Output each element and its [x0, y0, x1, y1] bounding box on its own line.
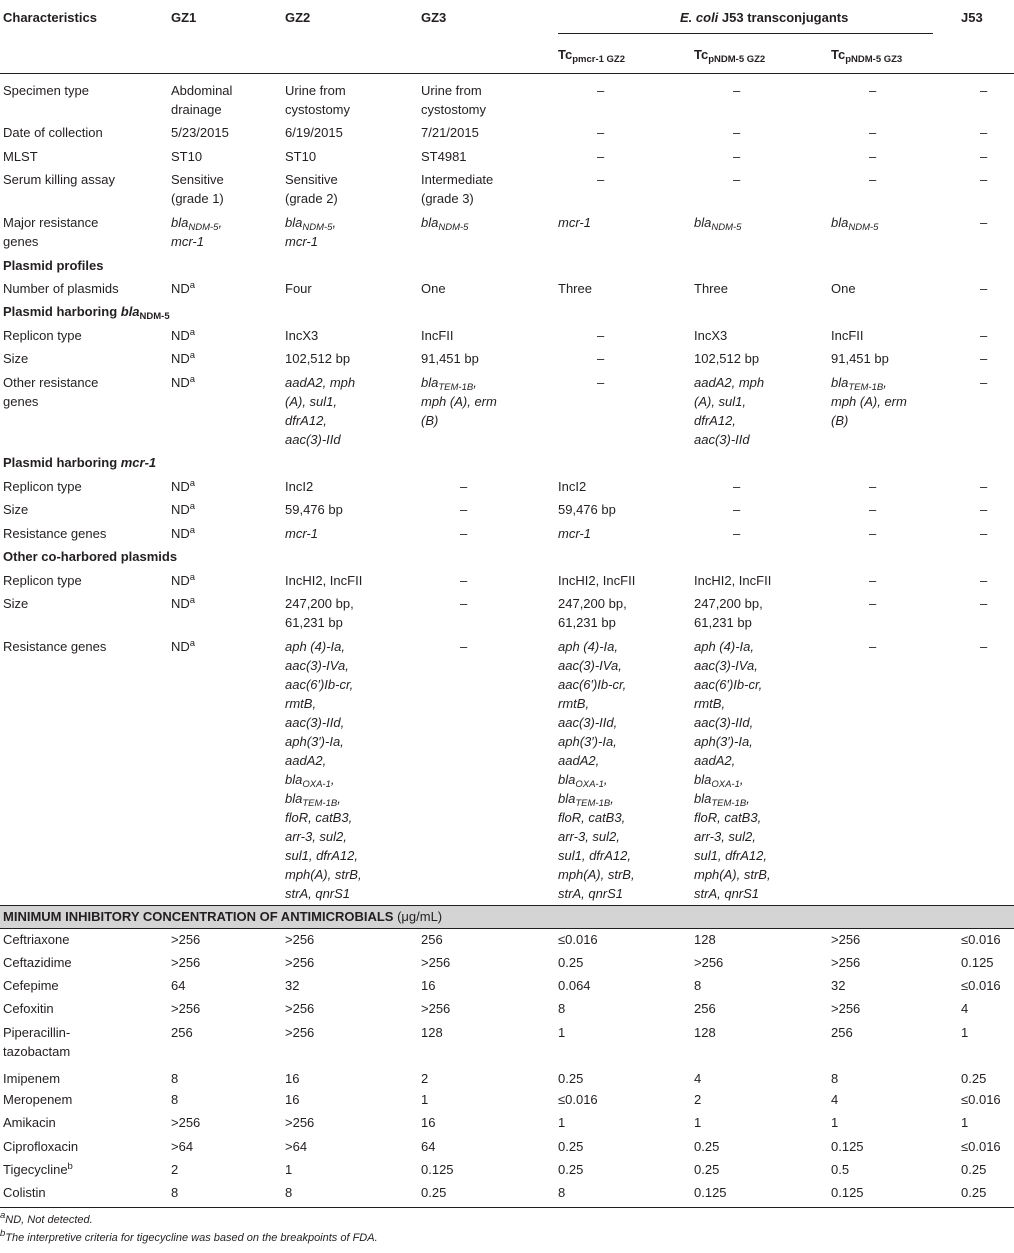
- gene-cell: bla$_{NDM-5}$,: [171, 215, 223, 233]
- dash: –: [869, 125, 877, 140]
- mic-value: 0.125: [831, 1185, 864, 1200]
- gene-list-line: bla$_{TEM-1B}$,: [558, 791, 614, 809]
- dash: –: [869, 172, 877, 187]
- mic-value: 8: [558, 1185, 566, 1200]
- mic-value: 32: [285, 978, 300, 993]
- header-tc1: $Tc_{pmcr-1 GZ2}$: [558, 47, 626, 65]
- gene-list: [558, 637, 635, 903]
- gene-cell: (A), sul1,: [694, 394, 747, 409]
- cell: IncX3: [694, 328, 728, 343]
- header-group-label: J53 transconjugants: [718, 10, 849, 25]
- dash: –: [980, 351, 988, 366]
- dash: –: [597, 125, 605, 140]
- mic-drug-name: Colistin: [3, 1185, 46, 1200]
- gene-list-line: sul1, dfrA12,: [558, 848, 631, 863]
- mic-value: 32: [831, 978, 846, 993]
- cell: 61,231 bp: [558, 615, 616, 630]
- cell: (grade 1): [171, 191, 224, 206]
- header-characteristics: Characteristics: [3, 10, 97, 25]
- cell: cystostomy: [421, 102, 487, 117]
- mic-value: ≤0.016: [961, 1139, 1001, 1154]
- mic-value: 0.25: [961, 1162, 987, 1177]
- gene-list-line: strA, qnrS1: [285, 886, 351, 901]
- dash: –: [597, 328, 605, 343]
- gene-cell: mcr-1: [558, 526, 591, 541]
- dash: –: [980, 526, 988, 541]
- nd-cell: $ND^a$: [171, 638, 196, 654]
- mic-value: >256: [285, 1025, 315, 1040]
- dash: –: [733, 502, 741, 517]
- row-label: genes: [3, 394, 39, 409]
- mic-value: 2: [421, 1071, 429, 1086]
- gene-list-line: aadA2,: [285, 753, 327, 768]
- gene-list-line: mph(A), strB,: [285, 867, 362, 882]
- mic-value: 16: [285, 1071, 300, 1086]
- row-label: Replicon type: [3, 328, 82, 343]
- gene-list-line: bla$_{TEM-1B}$,: [694, 791, 750, 809]
- gene-cell: bla$_{NDM-5}$: [421, 215, 469, 233]
- gene-list-line: strA, qnrS1: [558, 886, 624, 901]
- row-label: Major resistance: [3, 215, 99, 230]
- mic-value: >256: [171, 1115, 201, 1130]
- dash: –: [980, 479, 988, 494]
- gene-list-line: bla$_{OXA-1}$,: [285, 772, 335, 790]
- dash: –: [597, 375, 605, 390]
- cell: 91,451 bp: [421, 351, 479, 366]
- cell: drainage: [171, 102, 222, 117]
- mic-value: 0.25: [961, 1185, 987, 1200]
- mic-value: 8: [558, 1001, 566, 1016]
- cell: Abdominal: [171, 83, 233, 98]
- mic-value: 16: [421, 978, 436, 993]
- mic-value: 1: [558, 1115, 566, 1130]
- cell: IncHI2, IncFII: [694, 573, 772, 588]
- dash: –: [597, 149, 605, 164]
- dash: –: [869, 149, 877, 164]
- mic-value: 16: [421, 1115, 436, 1130]
- mic-value: >256: [831, 955, 861, 970]
- mic-value: 2: [171, 1162, 179, 1177]
- cell: Three: [694, 281, 728, 296]
- nd-cell: $ND^a$: [171, 327, 196, 343]
- mic-value: 8: [171, 1092, 179, 1107]
- mic-value: 8: [171, 1071, 179, 1086]
- mic-value: >256: [285, 932, 315, 947]
- cell: 6/19/2015: [285, 125, 343, 140]
- mic-drug-name: Cefepime: [3, 978, 59, 993]
- mic-drug-name: Piperacillin-: [3, 1025, 71, 1040]
- cell: 5/23/2015: [171, 125, 229, 140]
- gene-list-line: aac(6′)Ib-cr,: [285, 677, 354, 692]
- dash: –: [980, 639, 988, 654]
- dash: –: [980, 281, 988, 296]
- dash: –: [460, 639, 468, 654]
- section-mcr-plasmid: Plasmid harboring mcr-1: [3, 455, 157, 470]
- gene-list-line: arr-3, sul2,: [558, 829, 620, 844]
- cell: One: [421, 281, 446, 296]
- gene-cell: mcr-1: [285, 234, 318, 249]
- mic-value: 128: [694, 1025, 716, 1040]
- mic-value: 1: [694, 1115, 702, 1130]
- dash: –: [869, 479, 877, 494]
- gene-cell: bla$_{NDM-5}$: [694, 215, 742, 233]
- dash: –: [733, 83, 741, 98]
- mic-value: 0.25: [961, 1071, 987, 1086]
- mic-value: >256: [285, 1001, 315, 1016]
- dash: –: [980, 596, 988, 611]
- gene-list-line: rmtB,: [285, 696, 317, 711]
- row-label: Resistance genes: [3, 639, 107, 654]
- cell: 61,231 bp: [694, 615, 752, 630]
- gene-list-line: strA, qnrS1: [694, 886, 760, 901]
- mic-drug-name: Ceftazidime: [3, 955, 72, 970]
- row-label: Other resistance: [3, 375, 99, 390]
- header-j53: J53: [961, 10, 983, 25]
- gene-list-line: aac(3)-IId,: [694, 715, 754, 730]
- mic-value: 0.25: [558, 1071, 584, 1086]
- dash: –: [733, 125, 741, 140]
- mic-value: 128: [694, 932, 716, 947]
- dash: –: [733, 479, 741, 494]
- mic-value: 64: [171, 978, 186, 993]
- mic-value: 1: [421, 1092, 429, 1107]
- gene-list-line: floR, catB3,: [558, 810, 626, 825]
- mic-value: >256: [171, 955, 201, 970]
- section-other-plasmids: Other co-harbored plasmids: [3, 549, 178, 564]
- cell: cystostomy: [285, 102, 351, 117]
- gene-cell: dfrA12,: [285, 413, 327, 428]
- nd-cell: $ND^a$: [171, 501, 196, 517]
- header-gz2: GZ2: [285, 10, 311, 25]
- mic-value: 0.25: [421, 1185, 447, 1200]
- dash: –: [597, 172, 605, 187]
- mic-value: 2: [694, 1092, 702, 1107]
- gene-cell: (B): [831, 413, 849, 428]
- dash: –: [460, 573, 468, 588]
- cell: IncHI2, IncFII: [558, 573, 636, 588]
- gene-list-line: floR, catB3,: [694, 810, 762, 825]
- cell: (grade 3): [421, 191, 474, 206]
- cell: 247,200 bp,: [694, 596, 763, 611]
- gene-list-line: bla$_{TEM-1B}$,: [285, 791, 341, 809]
- cell: Sensitive: [171, 172, 224, 187]
- mic-value: 16: [285, 1092, 300, 1107]
- header-species: E. coli: [680, 10, 719, 25]
- gene-list-line: aac(3)-IVa,: [694, 658, 758, 673]
- gene-cell: bla$_{TEM-1B}$,: [831, 375, 887, 393]
- cell: ST10: [171, 149, 203, 164]
- mic-drug-name: Amikacin: [3, 1115, 56, 1130]
- mic-value: >256: [831, 932, 861, 947]
- mic-value: 0.125: [831, 1139, 864, 1154]
- cell: Three: [558, 281, 592, 296]
- mic-value: 0.25: [558, 955, 584, 970]
- mic-value: ≤0.016: [558, 1092, 598, 1107]
- row-label: Size: [3, 596, 29, 611]
- nd-cell: $ND^a$: [171, 280, 196, 296]
- gene-cell: aac(3)-IId: [285, 432, 341, 447]
- gene-cell: mcr-1: [171, 234, 204, 249]
- cell: 7/21/2015: [421, 125, 479, 140]
- gene-list-line: aph (4)-Ia,: [558, 639, 618, 654]
- gene-cell: bla$_{NDM-5}$,: [285, 215, 337, 233]
- nd-cell: $ND^a$: [171, 478, 196, 494]
- mic-value: 0.125: [421, 1162, 454, 1177]
- cell: ST4981: [421, 149, 467, 164]
- mic-value: 4: [961, 1001, 969, 1016]
- cell: 247,200 bp,: [285, 596, 354, 611]
- row-label: Size: [3, 351, 29, 366]
- gene-list-line: aadA2,: [558, 753, 600, 768]
- row-label: Replicon type: [3, 479, 82, 494]
- header-rule: [0, 73, 1014, 74]
- cell: 102,512 bp: [694, 351, 760, 366]
- mic-drug-name: Imipenem: [3, 1071, 61, 1086]
- mic-value: >256: [285, 955, 315, 970]
- dash: –: [460, 526, 468, 541]
- dash: –: [869, 573, 877, 588]
- gene-list-line: floR, catB3,: [285, 810, 353, 825]
- dash: –: [869, 83, 877, 98]
- gene-list-line: aph (4)-Ia,: [285, 639, 345, 654]
- gene-list-line: aac(3)-IVa,: [558, 658, 622, 673]
- gene-cell: (B): [421, 413, 439, 428]
- cell: Intermediate: [421, 172, 494, 187]
- group-underline: [558, 33, 933, 34]
- footnote-b: $^b$The interpretive criteria for tigecycline was based on the breakpoints of FDA.: [0, 1228, 378, 1244]
- dash: –: [980, 375, 988, 390]
- mic-value: >256: [694, 955, 724, 970]
- gene-list-line: aac(3)-IVa,: [285, 658, 349, 673]
- gene-list: [694, 637, 771, 903]
- cell: One: [831, 281, 856, 296]
- mic-value: ≤0.016: [558, 932, 598, 947]
- mic-value: 1: [831, 1115, 839, 1130]
- gene-list-line: aph (4)-Ia,: [694, 639, 754, 654]
- mic-value: 1: [558, 1025, 566, 1040]
- dash: –: [869, 526, 877, 541]
- row-label: Date of collection: [3, 125, 103, 140]
- mic-value: >64: [285, 1139, 308, 1154]
- cell: 102,512 bp: [285, 351, 351, 366]
- dash: –: [733, 172, 741, 187]
- mic-value: 4: [831, 1092, 839, 1107]
- row-label: Number of plasmids: [3, 281, 119, 296]
- gene-cell: mph (A), erm: [421, 394, 497, 409]
- gene-list-line: arr-3, sul2,: [285, 829, 347, 844]
- gene-list: [285, 637, 362, 903]
- mic-value: >256: [421, 1001, 451, 1016]
- mic-value: 0.064: [558, 978, 591, 993]
- dash: –: [980, 83, 988, 98]
- mic-value: 256: [171, 1025, 193, 1040]
- mic-drug-name: Cefoxitin: [3, 1001, 54, 1016]
- mic-value: ≤0.016: [961, 932, 1001, 947]
- cell: Urine from: [421, 83, 482, 98]
- cell: Urine from: [285, 83, 346, 98]
- dash: –: [460, 596, 468, 611]
- gene-cell: bla$_{TEM-1B}$,: [421, 375, 477, 393]
- gene-list-line: bla$_{OXA-1}$,: [558, 772, 608, 790]
- mic-value: 1: [285, 1162, 293, 1177]
- header-transconjugants: [680, 8, 848, 27]
- mic-drug-name: Ceftriaxone: [3, 932, 70, 947]
- gene-cell: mph (A), erm: [831, 394, 907, 409]
- gene-list-line: aac(3)-IId,: [285, 715, 345, 730]
- gene-cell: aac(3)-IId: [694, 432, 750, 447]
- gene-cell: bla$_{NDM-5}$: [831, 215, 879, 233]
- mic-value: ≤0.016: [961, 1092, 1001, 1107]
- mic-value: 0.25: [694, 1139, 720, 1154]
- gene-list-line: aac(6′)Ib-cr,: [694, 677, 763, 692]
- gene-list-line: bla$_{OXA-1}$,: [694, 772, 744, 790]
- nd-cell: $ND^a$: [171, 572, 196, 588]
- dash: –: [869, 502, 877, 517]
- nd-cell: $ND^a$: [171, 350, 196, 366]
- nd-cell: $ND^a$: [171, 525, 196, 541]
- dash: –: [980, 215, 988, 230]
- dash: –: [460, 502, 468, 517]
- gene-list-line: sul1, dfrA12,: [694, 848, 767, 863]
- mic-value: 256: [421, 932, 443, 947]
- dash: –: [980, 573, 988, 588]
- dash: –: [980, 172, 988, 187]
- gene-list-line: aph(3′)-Ia,: [694, 734, 753, 749]
- cell: IncI2: [285, 479, 314, 494]
- dash: –: [980, 125, 988, 140]
- gene-list-line: aac(6′)Ib-cr,: [558, 677, 627, 692]
- cell: IncI2: [558, 479, 587, 494]
- cell: 247,200 bp,: [558, 596, 627, 611]
- mic-value: 1: [961, 1115, 969, 1130]
- footnote-a: $^a$ND, Not detected.: [0, 1210, 93, 1226]
- header-gz3: GZ3: [421, 10, 447, 25]
- mic-value: 0.25: [558, 1139, 584, 1154]
- gene-list-line: arr-3, sul2,: [694, 829, 756, 844]
- nd-cell: $ND^a$: [171, 595, 196, 611]
- dash: –: [460, 479, 468, 494]
- mic-value: 8: [831, 1071, 839, 1086]
- cell: 59,476 bp: [558, 502, 616, 517]
- row-label: Size: [3, 502, 29, 517]
- gene-list-line: rmtB,: [558, 696, 590, 711]
- mic-value: 0.125: [694, 1185, 727, 1200]
- section-ndm-plasmid: Plasmid harboring bla$_{NDM-5}$: [3, 304, 170, 322]
- mic-value: 4: [694, 1071, 702, 1086]
- cell: 61,231 bp: [285, 615, 343, 630]
- dash: –: [980, 502, 988, 517]
- table-bottom-rule: [0, 1207, 1014, 1208]
- mic-value: 8: [171, 1185, 179, 1200]
- mic-value: ≤0.016: [961, 978, 1001, 993]
- cell: IncFII: [831, 328, 864, 343]
- gene-list-line: aadA2,: [694, 753, 736, 768]
- gene-cell: aadA2, mph: [694, 375, 765, 390]
- mic-value: 0.25: [558, 1162, 584, 1177]
- dash: –: [733, 149, 741, 164]
- header-gz1: GZ1: [171, 10, 197, 25]
- dash: –: [869, 596, 877, 611]
- cell: IncX3: [285, 328, 319, 343]
- cell: IncFII: [421, 328, 454, 343]
- row-label: Serum killing assay: [3, 172, 115, 187]
- mic-value: >256: [831, 1001, 861, 1016]
- row-label: Replicon type: [3, 573, 82, 588]
- mic-value: >64: [171, 1139, 194, 1154]
- mic-value: 0.5: [831, 1162, 850, 1177]
- dash: –: [597, 83, 605, 98]
- mic-drug-name: Meropenem: [3, 1092, 73, 1107]
- mic-value: 8: [694, 978, 702, 993]
- dash: –: [869, 639, 877, 654]
- gene-list-line: mph(A), strB,: [558, 867, 635, 882]
- row-label: Resistance genes: [3, 526, 107, 541]
- gene-cell: aadA2, mph: [285, 375, 356, 390]
- gene-list-line: aph(3′)-Ia,: [558, 734, 617, 749]
- mic-drug-name: Tigecycline$^b$: [3, 1161, 73, 1177]
- dash: –: [980, 328, 988, 343]
- row-label: genes: [3, 234, 39, 249]
- mic-value: >256: [171, 1001, 201, 1016]
- header-tc3: $Tc_{pNDM-5 GZ3}$: [831, 47, 903, 65]
- mic-value: 1: [961, 1025, 969, 1040]
- gene-list-line: aac(3)-IId,: [558, 715, 618, 730]
- cell: Sensitive: [285, 172, 338, 187]
- band-rule-bottom: [0, 928, 1014, 929]
- cell: (grade 2): [285, 191, 338, 206]
- gene-list-line: sul1, dfrA12,: [285, 848, 358, 863]
- row-label: Specimen type: [3, 83, 89, 98]
- cell: Four: [285, 281, 312, 296]
- gene-list-line: mph(A), strB,: [694, 867, 771, 882]
- gene-list-line: aph(3′)-Ia,: [285, 734, 344, 749]
- dash: –: [597, 351, 605, 366]
- mic-drug-name: Ciprofloxacin: [3, 1139, 79, 1154]
- mic-value: 256: [831, 1025, 853, 1040]
- cell: ST10: [285, 149, 317, 164]
- header-tc2: $Tc_{pNDM-5 GZ2}$: [694, 47, 766, 65]
- mic-value: 0.125: [961, 955, 994, 970]
- mic-value: 64: [421, 1139, 436, 1154]
- mic-value: 8: [285, 1185, 293, 1200]
- mic-value: >256: [421, 955, 451, 970]
- mic-band-title: MINIMUM INHIBITORY CONCENTRATION OF ANTIMICROBIALS (μg/mL): [3, 909, 443, 924]
- mic-drug-name: tazobactam: [3, 1044, 71, 1059]
- mic-value: >256: [285, 1115, 315, 1130]
- gene-cell: (A), sul1,: [285, 394, 338, 409]
- gene-cell: mcr-1: [558, 215, 591, 230]
- cell: IncHI2, IncFII: [285, 573, 363, 588]
- mic-value: 0.25: [694, 1162, 720, 1177]
- dash: –: [733, 526, 741, 541]
- gene-list-line: rmtB,: [694, 696, 726, 711]
- mic-value: 256: [694, 1001, 716, 1016]
- cell: 59,476 bp: [285, 502, 343, 517]
- nd-cell: $ND^a$: [171, 374, 196, 390]
- gene-cell: dfrA12,: [694, 413, 736, 428]
- cell: 91,451 bp: [831, 351, 889, 366]
- section-plasmid-profiles: Plasmid profiles: [3, 258, 104, 273]
- mic-value: >256: [171, 932, 201, 947]
- row-label: MLST: [3, 149, 38, 164]
- dash: –: [980, 149, 988, 164]
- mic-value: 128: [421, 1025, 443, 1040]
- gene-cell: mcr-1: [285, 526, 318, 541]
